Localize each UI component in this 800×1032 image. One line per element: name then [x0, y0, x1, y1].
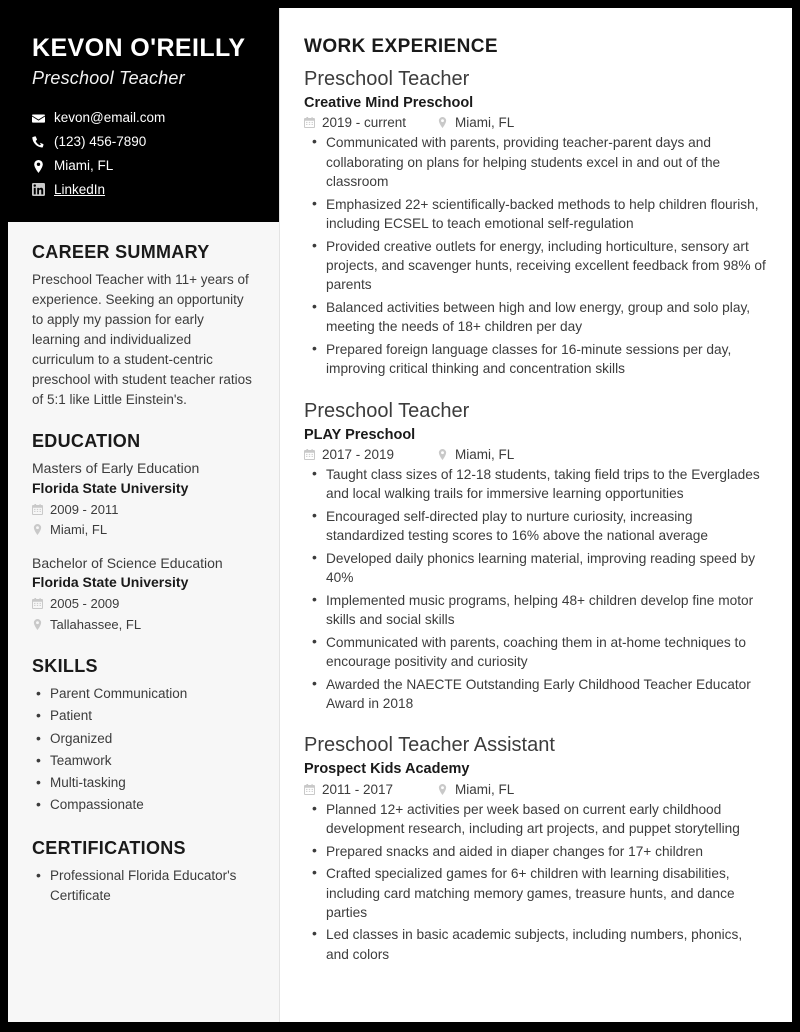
contact-email-value: kevon@email.com [54, 109, 166, 125]
calendar-icon [304, 117, 315, 128]
contact-location [32, 156, 255, 177]
job-dates-group [304, 115, 430, 130]
skills-heading: SKILLS [32, 656, 98, 677]
list-item: • Communicated with parents, providing teacher-parent days and collaborating on plans for helping students excel in and out of the classroom [304, 133, 766, 191]
list-item: • Developed daily phonics learning material, improving reading speed by 40% [304, 549, 766, 588]
list-item: • Prepared foreign language classes for 16-minute sessions per day, improving critical thinking and concentration skills [304, 340, 766, 379]
job-location-group [437, 782, 514, 797]
contact-phone-value: (123) 456-7890 [54, 133, 147, 149]
contact-linkedin-value[interactable]: LinkedIn [54, 181, 106, 197]
career-summary-text: Preschool Teacher with 11+ years of experience. Seeking an opportunity to apply my passion for early learning and individualized curriculum to a student-centric preschool with student teacher ratios of 5:1 like Little Einstein's. [32, 272, 252, 407]
job-location-group [437, 447, 514, 462]
job-bullets [304, 133, 766, 378]
calendar-icon [32, 598, 43, 609]
list-item: • Encouraged self-directed play to nurture curiosity, increasing standardized testing scores to 16% above the national average [304, 507, 766, 546]
candidate-name: KEVON O'REILLY [32, 34, 246, 62]
education-school: Florida State University [32, 480, 189, 497]
education-heading: EDUCATION [32, 431, 141, 452]
job-entry [304, 67, 766, 379]
career-summary-section [32, 242, 255, 409]
list-item: • Crafted specialized games for 6+ children with learning disabilities, including card matching memory games, treasure hunts, and dance parties [304, 864, 766, 922]
education-dates-row [32, 594, 255, 614]
resume-document [8, 8, 792, 1022]
list-item: • Planned 12+ activities per week based on current early childhood development research, including art projects, and puppet storytelling [304, 800, 766, 839]
job-entry [304, 399, 766, 714]
job-entry [304, 733, 766, 964]
location-pin-icon [32, 524, 43, 535]
job-role: Preschool Teacher Assistant [304, 734, 555, 757]
job-bullets [304, 465, 766, 713]
list-item: • Communicated with parents, coaching them in at-home techniques to encourage positivity and curiosity [304, 633, 766, 672]
location-pin-icon [32, 619, 43, 630]
work-experience-column [280, 8, 792, 1022]
job-location-group [437, 115, 514, 130]
job-role: Preschool Teacher [304, 399, 470, 422]
job-dates: 2017 - 2019 [322, 447, 395, 463]
contact-email [32, 108, 255, 129]
list-item: • Teamwork [32, 751, 255, 771]
education-location: Miami, FL [50, 522, 108, 538]
skills-section [32, 656, 255, 816]
contact-phone [32, 132, 255, 153]
list-item: • Provided creative outlets for energy, including horticulture, sensory art projects, and scavenger hunts, receiving excellent feedback from 98% of parents [304, 237, 766, 295]
list-item: • Professional Florida Educator's Certificate [32, 866, 255, 907]
list-item: • Parent Communication [32, 684, 255, 704]
location-pin-icon [437, 117, 448, 128]
candidate-title: Preschool Teacher [32, 67, 185, 88]
career-summary-heading: CAREER SUMMARY [32, 242, 210, 263]
list-item: • Organized [32, 729, 255, 749]
contact-list [32, 108, 255, 201]
education-location-row [32, 520, 255, 540]
job-dates: 2019 - current [322, 115, 407, 131]
list-item: • Led classes in basic academic subjects, including numbers, phonics, and colors [304, 925, 766, 964]
job-location: Miami, FL [455, 447, 515, 463]
sidebar-body [8, 222, 279, 1022]
list-item: • Balanced activities between high and low energy, group and solo play, meeting the needs of 18+ children per day [304, 298, 766, 337]
job-meta [304, 115, 766, 130]
contact-location-value: Miami, FL [54, 157, 114, 173]
job-role: Preschool Teacher [304, 68, 470, 90]
calendar-icon [304, 784, 315, 795]
profile-header [8, 8, 279, 222]
education-location: Tallahassee, FL [50, 616, 142, 632]
location-pin-icon [32, 160, 45, 173]
education-entry [32, 554, 255, 634]
location-pin-icon [437, 449, 448, 460]
list-item: • Taught class sizes of 12-18 students, taking field trips to the Everglades and local walking trails for immersive learning opportunities [304, 465, 766, 504]
list-item: • Emphasized 22+ scientifically-backed methods to help children flourish, including ECSEL to teach emotional self-regulation [304, 195, 766, 234]
job-location: Miami, FL [455, 781, 515, 797]
education-location-row [32, 615, 255, 635]
list-item: • Patient [32, 706, 255, 726]
calendar-icon [32, 504, 43, 515]
list-item: • Compassionate [32, 795, 255, 815]
job-meta [304, 447, 766, 462]
resume-sidebar [8, 8, 280, 1022]
job-dates-group [304, 782, 430, 797]
job-dates-group [304, 447, 430, 462]
job-company: PLAY Preschool [304, 426, 416, 443]
contact-linkedin[interactable] [32, 180, 255, 201]
location-pin-icon [437, 784, 448, 795]
certifications-section [32, 838, 255, 907]
skills-list [32, 684, 255, 816]
list-item: • Awarded the NAECTE Outstanding Early Childhood Teacher Educator Award in 2018 [304, 675, 766, 714]
calendar-icon [304, 449, 315, 460]
job-dates: 2011 - 2017 [322, 781, 394, 797]
job-company: Prospect Kids Academy [304, 761, 470, 778]
education-dates: 2009 - 2011 [50, 501, 119, 517]
certifications-heading: CERTIFICATIONS [32, 837, 186, 858]
education-degree: Bachelor of Science Education [32, 554, 223, 571]
job-location: Miami, FL [455, 115, 515, 131]
job-company: Creative Mind Preschool [304, 95, 474, 111]
list-item: • Prepared snacks and aided in diaper changes for 17+ children [304, 842, 766, 861]
education-section [32, 431, 255, 634]
list-item: • Multi-tasking [32, 773, 255, 793]
job-meta [304, 782, 766, 797]
education-dates: 2005 - 2009 [50, 596, 120, 612]
education-school: Florida State University [32, 574, 189, 591]
linkedin-icon [32, 183, 45, 196]
education-dates-row [32, 500, 255, 520]
job-bullets [304, 800, 766, 965]
envelope-icon [32, 112, 45, 125]
education-degree: Masters of Early Education [32, 460, 200, 477]
work-experience-heading: WORK EXPERIENCE [304, 36, 498, 57]
phone-icon [32, 136, 45, 149]
education-entry [32, 459, 255, 539]
list-item: • Implemented music programs, helping 48+ children develop fine motor skills and social skills [304, 591, 766, 630]
certifications-list [32, 866, 255, 907]
